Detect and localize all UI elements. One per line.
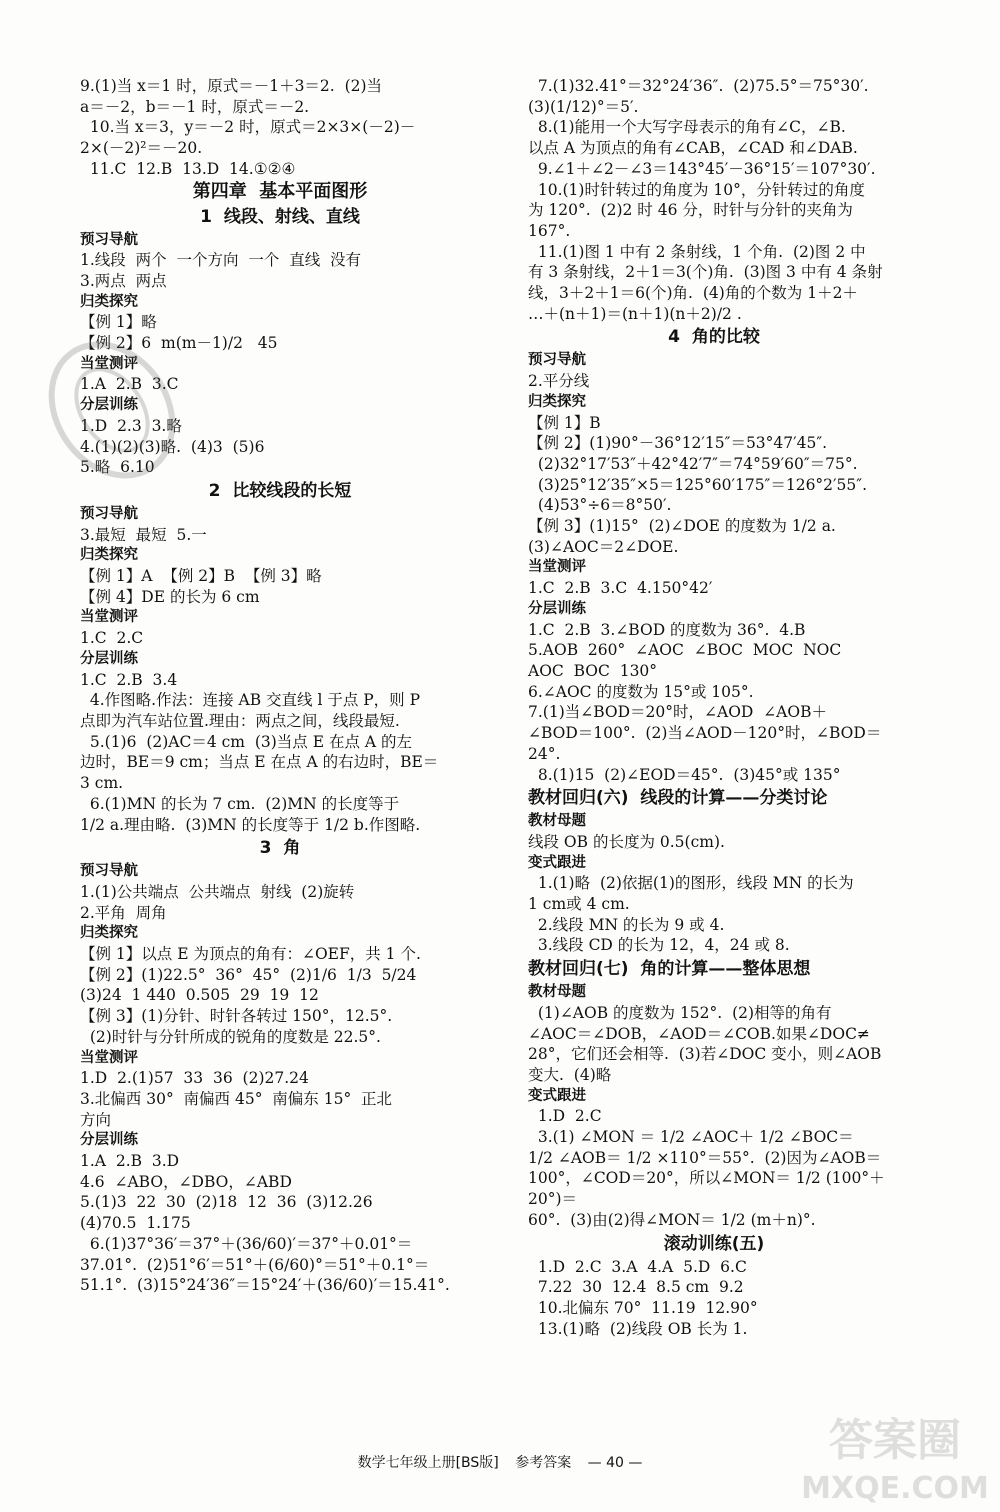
answer-line: 10.当 x＝3，y＝－2 时，原式＝2×3×(－2)－ [80, 118, 416, 137]
answer-line: 10.(1)时针转过的角度为 10°，分针转过的角度 [528, 180, 865, 199]
answer-line: 10.北偏东 70° 11.19 12.90° [528, 1298, 758, 1317]
answer-line: 7.(1)32.41°＝32°24′36″. (2)75.5°＝75°30′. [528, 77, 869, 95]
answer-line: (3)24 1 440 0.505 29 19 12 [80, 986, 319, 1005]
page-footer [0, 1452, 1000, 1472]
answer-line: (3)25°12′35″×5＝125°60′175″＝126°2′55″. [528, 475, 867, 494]
subsection-label: 教材母题 [528, 813, 586, 830]
answer-line: 3.两点 两点 [80, 271, 167, 290]
answer-line: 变大. (4)略 [528, 1065, 612, 1084]
answer-line: 51.1°. (3)15°24′36″＝15°24′＋(36/60)′＝15.41°. [80, 1276, 450, 1295]
subsection-label: 教材母题 [528, 984, 586, 1001]
answer-line: 7.22 30 12.4 8.5 cm 9.2 [528, 1278, 744, 1297]
answer-line: 【例 1】B [528, 413, 601, 432]
answer-line: 2.平角 周角 [80, 903, 167, 922]
answer-line: 28°，它们还会相等. (3)若∠DOC 变小，则∠AOB [528, 1045, 882, 1064]
answer-line: 7.(1)当∠BOD＝20°时，∠AOD ∠AOB＋ [528, 703, 827, 722]
section-title: 4 角的比较 [668, 327, 760, 348]
answer-line: 1.A 2.B 3.D [80, 1152, 180, 1171]
answer-line: 1/2 a.理由略. (3)MN 的长度等于 1/2 b.作图略. [80, 815, 421, 834]
answer-line: 【例 2】(1)90°－36°12′15″＝53°47′45″. [528, 434, 828, 453]
answer-line: 3.最短 最短 5.一 [80, 525, 207, 544]
answer-line: 8.(1)15 (2)∠EOD＝45°. (3)45°或 135° [528, 765, 841, 784]
answer-line: 方向 [80, 1110, 112, 1129]
subsection-label: 变式跟进 [528, 1087, 586, 1104]
subsection-label: 分层训练 [80, 1132, 138, 1149]
answer-line: 1.C 2.B 3.∠BOD 的度数为 36°. 4.B [528, 620, 806, 639]
answer-line: 9.∠1＋∠2－∠3＝143°45′－36°15′＝107°30′. [528, 159, 876, 178]
answer-line: (2)时针与分针所成的锐角的度数是 22.5°. [80, 1027, 381, 1046]
answer-line: 100°，∠COD＝20°，所以∠MON＝ 1/2 (100°＋20°)＝ [528, 1169, 885, 1209]
answer-line: 边时，BE＝9 cm；当点 E 在点 A 的右边时，BE＝ [80, 753, 439, 772]
answer-line: 3.北偏西 30° 南偏西 45° 南偏东 15° 正北 [80, 1089, 393, 1108]
answer-line: 6.(1)MN 的长为 7 cm. (2)MN 的长度等于 [80, 794, 400, 813]
left-column [80, 76, 480, 1296]
answer-line: 线，3＋2＋1＝6(个)角. (4)角的个数为 1＋2＋ [528, 284, 858, 303]
subsection-label: 分层训练 [80, 650, 138, 667]
answer-line: 2×(－2)²＝－20. [80, 139, 203, 158]
answer-line: ∠BOD＝100°. (2)当∠AOD－120°时，∠BOD＝ [528, 724, 882, 743]
answer-line: 2.平分线 [528, 372, 590, 391]
answer-line: 有 3 条射线，2＋1＝3(个)角. (3)图 3 中有 4 条射 [528, 263, 883, 282]
answer-line: 1.C 2.B 3.4 [80, 670, 178, 689]
answer-line: (4)70.5 1.175 [80, 1214, 191, 1233]
subsection-label: 归类探究 [80, 547, 138, 564]
answer-line: 1.(1)略 (2)依据(1)的图形，线段 MN 的长为 [528, 874, 854, 893]
answer-line: 线段 OB 的长度为 0.5(cm). [528, 832, 725, 851]
footer-page-number: — 40 — [587, 1455, 643, 1471]
subsection-label: 归类探究 [80, 293, 138, 310]
right-column [528, 76, 900, 1339]
answer-line: 点即为汽车站位置.理由：两点之间，线段最短. [80, 711, 400, 730]
answer-line: 1.(1)公共端点 公共端点 射线 (2)旋转 [80, 882, 355, 901]
answer-line: AOC BOC 130° [528, 661, 658, 680]
answer-line: 【例 1】略 [80, 313, 157, 332]
answer-line: ∠AOC＝∠DOB，∠AOD＝∠COB.如果∠DOC≠ [528, 1024, 870, 1043]
section-title: 3 角 [259, 838, 301, 859]
answer-line: 8.(1)能用一个大写字母表示的角有∠C，∠B. [528, 118, 846, 137]
answer-line: 2.线段 MN 的长为 9 或 4. [528, 915, 725, 934]
answer-line: 5.略 6.10 [80, 458, 155, 477]
answer-line: 3 cm. [80, 774, 124, 793]
answer-line: 1.C 2.C [80, 629, 144, 648]
answer-line: 6.(1)37°36′＝37°＋(36/60)′＝37°＋0.01°＝ [80, 1234, 413, 1253]
answer-line: 1.D 2.(1)57 33 36 (2)27.24 [80, 1069, 309, 1088]
subsection-label: 当堂测评 [80, 1049, 138, 1066]
section-title: 1 线段、射线、直线 [200, 206, 360, 227]
answer-line: 1.线段 两个 一个方向 一个 直线 没有 [80, 251, 362, 270]
answer-line: (2)32°17′53″＋42°42′7″＝74°59′60″＝75°. [528, 454, 858, 473]
answer-line: 5.(1)3 22 30 (2)18 12 36 (3)12.26 [80, 1193, 373, 1212]
subsection-label: 预习导航 [80, 505, 138, 522]
answer-line: 9.(1)当 x＝1 时，原式＝－1＋3＝2. (2)当 [80, 77, 383, 95]
answer-line: …＋(n＋1)＝(n＋1)(n＋2)/2 . [528, 304, 742, 323]
answer-line: 13.(1)略 (2)线段 OB 长为 1. [528, 1319, 748, 1338]
section-title: 滚动训练(五) [663, 1233, 765, 1254]
answer-line: (4)53°÷6＝8°50′. [528, 496, 672, 515]
answer-line: 5.(1)6 (2)AC＝4 cm (3)当点 E 在点 A 的左 [80, 732, 413, 751]
answer-line: 1.D 2.C 3.A 4.A 5.D 6.C [528, 1257, 747, 1276]
answer-line: a＝－2，b＝－1 时，原式＝－2. [80, 97, 310, 116]
subsection-label: 归类探究 [80, 925, 138, 942]
answer-line: 60°. (3)由(2)得∠MON＝ 1/2 (m＋n)°. [528, 1210, 816, 1229]
answer-line: 【例 3】(1)分针、时针各转过 150°，12.5°. [80, 1007, 393, 1026]
answer-line: 【例 4】DE 的长为 6 cm [80, 587, 260, 606]
subsection-label: 当堂测评 [80, 355, 138, 372]
watermark-url-text: MXQE.COM [801, 1471, 989, 1506]
subsection-label: 预习导航 [528, 352, 586, 369]
answer-line: 11.(1)图 1 中有 2 条射线，1 个角. (2)图 2 中 [528, 242, 866, 261]
answer-line: 1.A 2.B 3.C [80, 375, 179, 394]
answer-line: 4.6 ∠ABO，∠DBO，∠ABD [80, 1172, 292, 1191]
answer-line: 【例 2】6 m(m－1)/2 45 [80, 334, 278, 353]
subsection-label: 分层训练 [528, 600, 586, 617]
subsection-label: 分层训练 [80, 397, 138, 414]
answer-line: 【例 1】以点 E 为顶点的角有：∠OEF，共 1 个. [80, 945, 421, 964]
answer-line: 1 cm或 4 cm. [528, 895, 630, 914]
answer-line: (3)∠AOC＝2∠DOE. [528, 537, 679, 556]
answer-line: 【例 2】(1)22.5° 36° 45° (2)1/6 1/3 5/24 [80, 965, 417, 984]
answer-line: 11.C 12.B 13.D 14.①②④ [80, 159, 296, 178]
answer-line: (3)(1/12)°＝5′. [528, 97, 639, 116]
answer-line: 1.D 2.3 3.略 [80, 416, 182, 435]
answer-line: 6.∠AOC 的度数为 15°或 105°. [528, 682, 754, 701]
subsection-label: 当堂测评 [80, 609, 138, 626]
answer-line: 3.(1) ∠MON ＝ 1/2 ∠AOC＋ 1/2 ∠BOC＝ [528, 1128, 854, 1147]
footer-section: 参考答案 [515, 1455, 572, 1471]
answer-line: 为 120°. (2)2 时 46 分，时针与分针的夹角为 167°. [528, 201, 858, 240]
chapter-title: 第四章 基本平面图形 [192, 180, 368, 202]
answer-line: 【例 3】(1)15° (2)∠DOE 的度数为 1/2 a. [528, 517, 836, 536]
answer-line: (1)∠AOB 的度数为 152°. (2)相等的角有 [528, 1003, 832, 1022]
answer-line: 以点 A 为顶点的角有∠CAB，∠CAD 和∠DAB. [528, 139, 858, 158]
answer-line: 4.作图略.作法：连接 AB 交直线 l 于点 P，则 P [80, 691, 421, 710]
answer-line: 3.线段 CD 的长为 12，4，24 或 8. [528, 936, 790, 955]
review-title: 教材回归(六) 线段的计算——分类讨论 [528, 788, 828, 809]
answer-line: 1.C 2.B 3.C 4.150°42′ [528, 579, 713, 598]
answer-line: 37.01°. (2)51°6′＝51°＋(6/60)°＝51°＋0.1°＝ [80, 1255, 430, 1274]
subsection-label: 预习导航 [80, 863, 138, 880]
answer-line: 4.(1)(2)(3)略. (4)3 (5)6 [80, 437, 265, 456]
section-title: 2 比较线段的长短 [208, 480, 352, 501]
answer-line: 5.AOB 260° ∠AOC ∠BOC MOC NOC [528, 641, 842, 660]
answer-line: 1.D 2.C [528, 1107, 602, 1126]
subsection-label: 变式跟进 [528, 854, 586, 871]
review-title: 教材回归(七) 角的计算——整体思想 [528, 959, 811, 980]
answer-line: 【例 1】A 【例 2】B 【例 3】略 [80, 567, 322, 586]
subsection-label: 当堂测评 [528, 559, 586, 576]
answer-line: 1/2 ∠AOB＝ 1/2 ×110°＝55°. (2)因为∠AOB＝ [528, 1148, 882, 1167]
subsection-label: 归类探究 [528, 393, 586, 410]
subsection-label: 预习导航 [80, 231, 138, 248]
footer-book-title: 数学七年级上册[BS版] [357, 1455, 499, 1471]
watermark-brand-text: 答案圈 [829, 1415, 961, 1466]
answer-line: 24°. [528, 744, 561, 763]
